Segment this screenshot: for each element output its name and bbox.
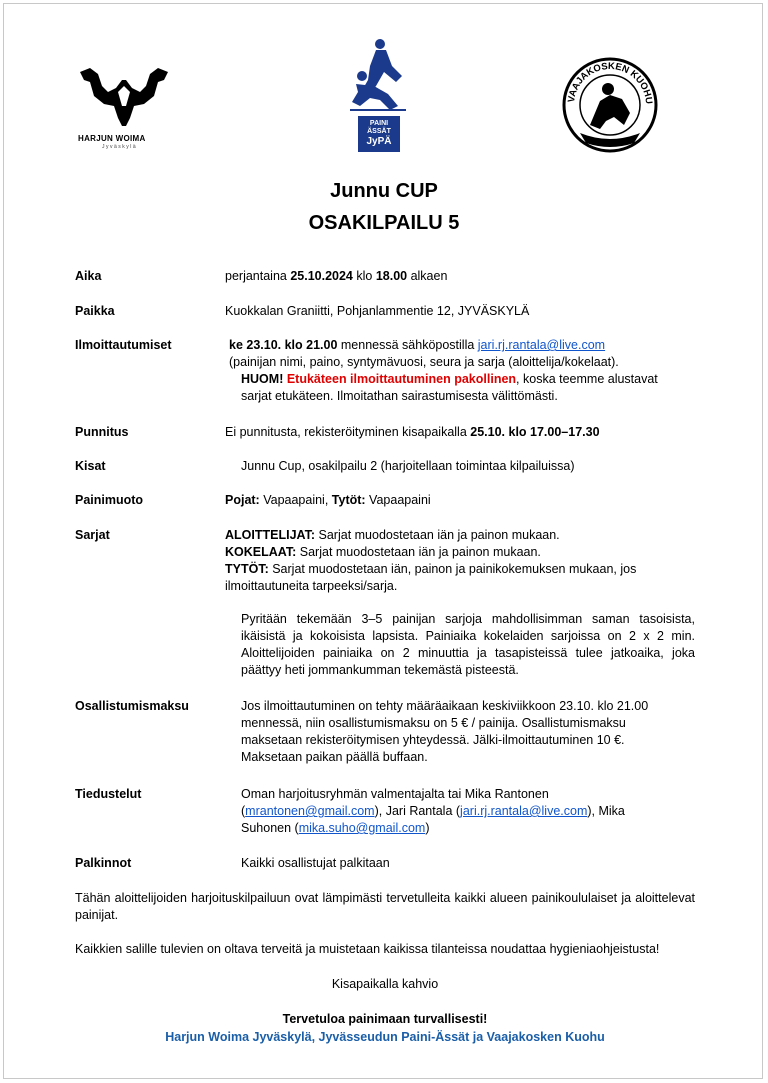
sarjat-aloittelijat xyxy=(225,527,655,544)
pojat-value: Vapaapaini, xyxy=(259,493,332,507)
harjun-woima-logo xyxy=(72,62,176,150)
aika-label: Aika xyxy=(75,269,102,283)
osallistumismaksu-value xyxy=(241,698,695,766)
osallistumismaksu-label: Osallistumismaksu xyxy=(75,699,189,713)
wrestlers-icon xyxy=(340,36,416,116)
tytot-value: Vapaapaini xyxy=(365,493,431,507)
mrantonen-email-link[interactable]: mrantonen@gmail.com xyxy=(245,804,375,818)
footer-paragraph-1: Tähän aloittelijoiden harjoituskilpailuun ovat lämpimästi tervetulleita kaikki alueen painikoululaiset ja aloittelevat painijat. xyxy=(75,891,695,922)
ilmoittautumiset-label: Ilmoittautumiset xyxy=(75,338,172,352)
aika-value xyxy=(225,268,695,285)
painimuoto-label: Painimuoto xyxy=(75,493,144,507)
palkinnot-label: Palkinnot xyxy=(75,856,132,870)
title-line-1: Junnu CUP xyxy=(330,180,438,202)
clubs-line: Harjun Woima Jyväskylä, Jyvässeudun Paini-Ässät ja Vaajakosken Kuohu xyxy=(165,1030,605,1044)
harjun-woima-caption: HARJUN WOIMA xyxy=(78,134,146,143)
badge-line-3: JyPÄ xyxy=(366,136,392,147)
painimuoto-value xyxy=(225,492,695,509)
tied-line3-pre: Suhonen ( xyxy=(241,821,299,835)
ilmo-line-1 xyxy=(229,337,699,354)
pojat-label: Pojat: xyxy=(225,493,260,507)
paini-assat-logo xyxy=(340,36,416,154)
maksu-line-1: Jos ilmoittautuminen on tehty määräaikaan keskiviikkoon 23.10. klo 21.00 xyxy=(241,699,649,713)
maksu-line-4: Maksetaan paikan päällä buffaan. xyxy=(241,750,428,764)
maksu-line-2: mennessä, niin osallistumismaksu on 5 € / painija. Osallistumismaksu xyxy=(241,716,626,730)
sarjat-label: Sarjat xyxy=(75,528,110,542)
kokelaat-text: Sarjat muodostetaan iän ja painon mukaan. xyxy=(296,545,541,559)
tytot-label: Tytöt: xyxy=(331,493,366,507)
sarjat-tytot-text: Sarjat muodostetaan iän, painon ja painikokemuksen mukaan, jos ilmoittautuneita tarpeeksi/sarja. xyxy=(225,562,637,593)
ilmo-line1-mid: mennessä sähköpostilla xyxy=(337,338,478,352)
ilmo-deadline: ke 23.10. klo 21.00 xyxy=(229,338,338,352)
paini-assat-badge xyxy=(358,116,400,152)
aloittelijat-label: ALOITTELIJAT: xyxy=(225,528,316,542)
ilmo-line-3 xyxy=(229,371,699,388)
ilmo-line-2: (painijan nimi, paino, syntymävuosi, seura ja sarja (aloittelija/kokelaat). xyxy=(229,355,619,369)
punnitus-time: 25.10. klo 17.00–17.30 xyxy=(470,425,600,439)
tied-mid1: ), Jari Rantala ( xyxy=(374,804,461,818)
aloittelijat-text: Sarjat muodostetaan iän ja painon mukaan. xyxy=(315,528,560,542)
kisat-value: Junnu Cup, osakilpailu 2 (harjoitellaan toimintaa kilpailuissa) xyxy=(241,459,575,473)
harjun-woima-city: Jyväskylä xyxy=(102,144,138,150)
kokelaat-label: KOKELAAT: xyxy=(225,545,297,559)
paikka-label: Paikka xyxy=(75,304,115,318)
sarjat-paragraph: Pyritään tekemään 3–5 painijan sarjoja mahdollisimman saman tasoisista, ikäisistä ja kokoisista lapsista. Painiaika kokelaiden sarjoissa on 2 x 2 min. Aloittelijoiden painiaika on 2 minuuttia ja tasapisteissä tulee jatkoaika, joka päättyy heti jommankumman tekemästä pisteestä. xyxy=(241,612,695,677)
title-line-2: OSAKILPAILU 5 xyxy=(308,212,460,234)
tiedustelut-line-1: Oman harjoitusryhmän valmentajalta tai Mika Rantonen xyxy=(241,787,549,801)
sarjat-tytot xyxy=(225,561,655,595)
ilmo-email-link[interactable]: jari.rj.rantala@live.com xyxy=(477,338,606,352)
tiedustelut-line-2 xyxy=(241,803,695,820)
tiedustelut-label: Tiedustelut xyxy=(75,787,142,801)
sarjat-tytot-label: TYTÖT: xyxy=(225,562,269,576)
badge-line-1: PAINI xyxy=(369,120,389,127)
punnitus-label: Punnitus xyxy=(75,425,129,439)
vaajakosken-kuohu-logo xyxy=(560,55,660,155)
tied-close3: ) xyxy=(425,821,430,835)
welcome-line: Tervetuloa painimaan turvallisesti! xyxy=(282,1012,488,1026)
jari-rantala-email-link[interactable]: jari.rj.rantala@live.com xyxy=(460,804,588,818)
paikka-value: Kuokkalan Graniitti, Pohjanlammentie 12, JYVÄSKYLÄ xyxy=(225,304,530,318)
aika-date: 25.10.2024 xyxy=(290,269,353,283)
aika-time: 18.00 xyxy=(375,269,408,283)
sarjat-kokelaat xyxy=(225,544,655,561)
ring-text-path: VAAJAKOSKEN KUOHU xyxy=(566,60,655,105)
sarjat-value xyxy=(225,527,655,595)
mika-suho-email-link[interactable]: mika.suho@gmail.com xyxy=(298,821,426,835)
aika-pre: perjantaina xyxy=(225,269,291,283)
punnitus-value xyxy=(225,424,695,441)
palkinnot-value: Kaikki osallistujat palkitaan xyxy=(241,856,390,870)
tied-open1: ( xyxy=(241,804,246,818)
ilmoittautumiset-value xyxy=(229,337,699,405)
club-ring-icon xyxy=(560,55,660,155)
ilmo-line-4: sarjat etukäteen. Ilmoitathan sairastumisesta välittömästi. xyxy=(241,389,558,403)
tied-mid2: ), Mika xyxy=(587,804,625,818)
badge-line-2: ÄSSÄT xyxy=(367,128,391,135)
kisat-label: Kisat xyxy=(75,459,106,473)
tiedustelut-value xyxy=(241,786,695,837)
maksu-line-3: maksetaan rekisteröitymisen yhteydessä. Jälki-ilmoittautuminen 10 €. xyxy=(241,733,625,747)
tiedustelut-line-3 xyxy=(241,820,695,837)
ilmo-line3-post: , koska teemme alustavat xyxy=(516,372,658,386)
kahvio-note: Kisapaikalla kahvio xyxy=(331,977,439,991)
ilmo-huom: HUOM! xyxy=(241,372,284,386)
aika-mid: klo xyxy=(352,269,376,283)
punnitus-pre: Ei punnitusta, rekisteröityminen kisapaikalla xyxy=(225,425,471,439)
footer-paragraph-2: Kaikkien salille tulevien on oltava terveitä ja muistetaan kaikissa tilanteissa noudattaa hygieniaohjeistusta! xyxy=(75,942,660,956)
aika-post: alkaen xyxy=(407,269,448,283)
ilmo-mandatory-notice: Etukäteen ilmoittautuminen pakollinen xyxy=(286,372,517,386)
